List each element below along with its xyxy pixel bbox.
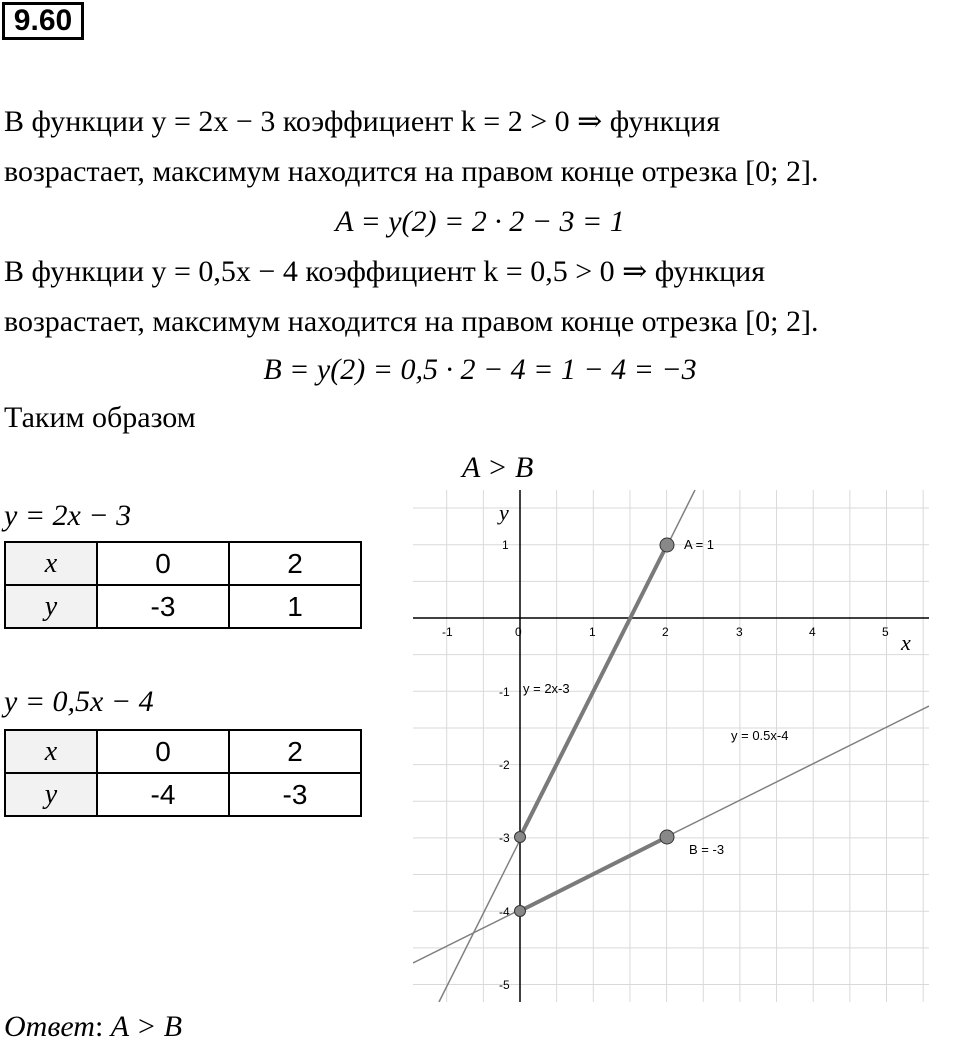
- function-graph: [413, 490, 929, 1002]
- line2-label: y = 0.5x-4: [731, 728, 789, 743]
- x-tick-label: 3: [736, 625, 743, 639]
- x-tick-label: 2: [662, 625, 669, 639]
- table-cell: 2: [229, 730, 361, 773]
- table-row: [5, 773, 361, 816]
- table-row: [5, 542, 361, 585]
- table1: [4, 541, 362, 629]
- formula-a: A = y(2) = 2 · 2 − 3 = 1: [335, 205, 625, 238]
- x-tick-label: -1: [442, 625, 453, 639]
- point-b-label: B = -3: [689, 842, 725, 857]
- y-tick-label: -4: [499, 905, 510, 919]
- y-axis-label: y: [499, 500, 509, 525]
- table-cell: 1: [229, 585, 361, 628]
- y-tick-label: -2: [499, 758, 510, 772]
- x-axis-label: x: [901, 630, 911, 655]
- paragraph1-line1: В функции y = 2x − 3 коэффициент k = 2 > 0 ⇒ функция: [4, 105, 721, 138]
- table-cell: -4: [97, 773, 229, 816]
- answer-separator: :: [94, 1010, 104, 1043]
- y-tick-label: -1: [499, 685, 510, 699]
- paragraph1-line2: возрастает, максимум находится на правом конце отрезка [0; 2].: [4, 155, 819, 188]
- table-cell: y: [5, 585, 97, 628]
- table-cell: -3: [229, 773, 361, 816]
- y-tick-label: -5: [499, 978, 510, 992]
- answer-label: Ответ: [4, 1010, 95, 1043]
- point-0-minus3: [515, 832, 526, 843]
- answer: [4, 1010, 182, 1044]
- point-0-minus4: [515, 906, 526, 917]
- line1-label: y = 2x-3: [523, 681, 570, 696]
- table1-title: y = 2x − 3: [4, 499, 132, 532]
- conclusion-formula: A > B: [462, 451, 534, 484]
- answer-value: A > B: [110, 1010, 183, 1043]
- table-row: [5, 730, 361, 773]
- table2-title: y = 0,5x − 4: [4, 685, 154, 718]
- y-tick-label: 1: [502, 538, 509, 552]
- conclusion-text: Таким образом: [4, 401, 196, 434]
- table2: [4, 729, 362, 817]
- table-cell: 0: [97, 542, 229, 585]
- y-tick-label: -3: [499, 831, 510, 845]
- x-tick-label: 0: [515, 625, 522, 639]
- table-cell: y: [5, 773, 97, 816]
- table-cell: x: [5, 730, 97, 773]
- problem-number: 9.60: [2, 2, 84, 40]
- paragraph2-line2: возрастает, максимум находится на правом конце отрезка [0; 2].: [4, 305, 819, 338]
- point-b: [660, 830, 674, 844]
- table-cell: 2: [229, 542, 361, 585]
- point-a-label: A = 1: [684, 537, 714, 552]
- table-cell: 0: [97, 730, 229, 773]
- paragraph2-line1: В функции y = 0,5x − 4 коэффициент k = 0,5 > 0 ⇒ функция: [4, 255, 766, 288]
- x-tick-label: 1: [589, 625, 596, 639]
- table-row: [5, 585, 361, 628]
- formula-b: B = y(2) = 0,5 · 2 − 4 = 1 − 4 = −3: [263, 353, 697, 386]
- table-cell: x: [5, 542, 97, 585]
- x-tick-label: 5: [882, 625, 889, 639]
- x-tick-label: 4: [809, 625, 816, 639]
- table-cell: -3: [97, 585, 229, 628]
- point-a: [660, 538, 674, 552]
